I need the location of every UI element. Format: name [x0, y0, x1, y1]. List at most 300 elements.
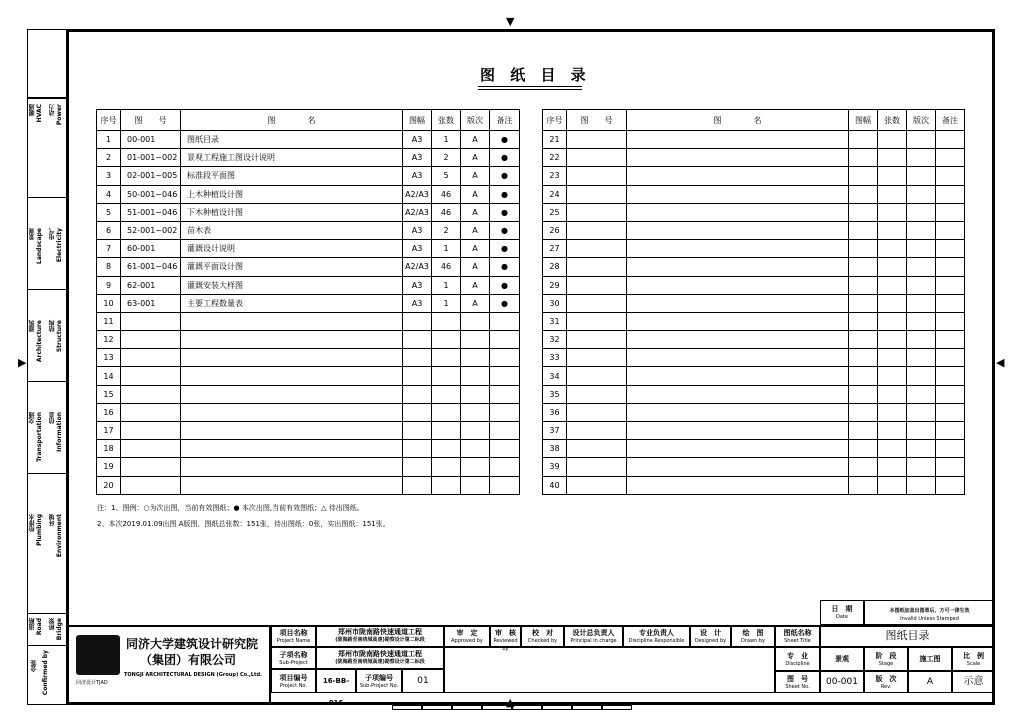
table-row: [543, 185, 965, 203]
project-no-cell: [316, 669, 356, 707]
table-cell: [181, 331, 403, 349]
table-cell: [121, 440, 181, 458]
table-row: [97, 312, 520, 330]
table-cell: [181, 440, 403, 458]
strip-label: HVAC: [36, 104, 43, 123]
strip-label: Road: [36, 618, 43, 636]
table-cell: [181, 422, 403, 440]
table-cell: 版次: [461, 110, 490, 131]
table-cell: 23: [543, 167, 567, 185]
project-name: 郑州市陇南路快速通道工程: [338, 628, 422, 636]
table-row: [97, 149, 520, 167]
table-cell: [849, 203, 878, 221]
table-cell: 62-001: [121, 276, 181, 294]
table-cell: [627, 203, 849, 221]
table-cell: 17: [97, 422, 121, 440]
table-row: [97, 221, 520, 239]
table-cell: 27: [543, 240, 567, 258]
table-cell: 灌溉安装大样图: [181, 276, 403, 294]
table-cell: [461, 385, 490, 403]
table-row: [97, 258, 520, 276]
table-cell: [403, 385, 432, 403]
table-cell: 2: [432, 221, 461, 239]
date-label: 日 期: [831, 605, 853, 613]
tick-box: [422, 705, 452, 710]
table-cell: ●: [490, 131, 520, 149]
table-row: [543, 403, 965, 421]
table-cell: [878, 294, 907, 312]
table-cell: [849, 240, 878, 258]
strip-label: Transportation: [36, 412, 43, 462]
table-cell: [878, 149, 907, 167]
table-cell: 灌溉设计说明: [181, 240, 403, 258]
strip-label: 给排水: [29, 514, 36, 532]
table-row: [543, 221, 965, 239]
table-cell: 46: [432, 203, 461, 221]
company-name-en: TONGJI ARCHITECTURAL DESIGN (Group) Co.,Ltd.: [124, 672, 262, 678]
role-header-cell: [564, 625, 623, 647]
drawing-index-table-left: [96, 109, 520, 495]
role-label: 审 核: [495, 629, 516, 637]
table-cell: [121, 476, 181, 494]
strip-label: 信息: [49, 412, 56, 424]
tick-box: [542, 705, 572, 710]
table-cell: 1: [432, 276, 461, 294]
table-cell: [849, 221, 878, 239]
table-cell: [907, 258, 936, 276]
table-cell: [490, 367, 520, 385]
table-cell: [878, 422, 907, 440]
stage-label: 阶 段: [875, 652, 897, 660]
rev: A: [926, 677, 934, 687]
role-header-cell: [490, 625, 521, 652]
table-cell: [878, 458, 907, 476]
table-cell: 29: [543, 276, 567, 294]
sub-no-label-cell: [356, 669, 402, 693]
table-cell: [878, 185, 907, 203]
table-cell: [849, 167, 878, 185]
tick-box: [572, 705, 602, 710]
table-cell: 1: [432, 294, 461, 312]
sheet-title-label: 图纸名称: [783, 629, 812, 637]
date-label-en: Date: [836, 614, 848, 620]
page-title: 图 纸 目 录: [480, 66, 591, 84]
strip-label: Plumbing: [36, 514, 43, 546]
table-cell: A2/A3: [403, 203, 432, 221]
table-cell: 28: [543, 258, 567, 276]
table-cell: [878, 440, 907, 458]
company-name-cn-2: （集团）有限公司: [140, 653, 237, 667]
table-cell: [849, 294, 878, 312]
table-row: [97, 203, 520, 221]
table-cell: ●: [490, 167, 520, 185]
tick-box: [602, 705, 632, 710]
table-cell: [627, 403, 849, 421]
role-header-cell: [444, 625, 490, 647]
table-cell: [936, 367, 965, 385]
table-cell: [490, 440, 520, 458]
table-cell: ●: [490, 203, 520, 221]
table-cell: [936, 149, 965, 167]
strip-label: Environment: [56, 514, 63, 558]
table-cell: 37: [543, 422, 567, 440]
table-cell: A: [461, 203, 490, 221]
table-cell: ●: [490, 258, 520, 276]
stamp-note: 本图纸加盖出图章后，方可一律生效: [889, 608, 970, 614]
table-cell: [936, 185, 965, 203]
table-row: [97, 476, 520, 494]
sheet-title-label-cell: [775, 625, 820, 647]
discipline: 景观: [835, 655, 849, 663]
table-cell: [567, 440, 627, 458]
table-cell: 2: [432, 149, 461, 167]
project-name-2: (陇海路至南绕城高速)勘察设计第二标段: [335, 637, 425, 643]
table-row: [97, 458, 520, 476]
table-cell: [121, 403, 181, 421]
table-cell: [490, 458, 520, 476]
role-label-en: Drawn by: [741, 638, 765, 644]
strip-label: Bridge: [56, 618, 63, 641]
table-cell: 31: [543, 312, 567, 330]
table-cell: 序号: [543, 110, 567, 131]
sheet-title: 图纸目录: [885, 629, 930, 642]
table-cell: 16: [97, 403, 121, 421]
table-cell: [567, 294, 627, 312]
table-cell: 33: [543, 349, 567, 367]
table-row: [543, 458, 965, 476]
table-cell: [936, 458, 965, 476]
table-cell: [878, 367, 907, 385]
strip-label: Power: [56, 104, 63, 126]
table-cell: 图幅: [403, 110, 432, 131]
table-cell: [181, 458, 403, 476]
role-label-en: Designed by: [694, 638, 727, 644]
table-row: [97, 131, 520, 149]
table-cell: [907, 367, 936, 385]
left-center-arrow-icon: ▶: [18, 356, 27, 369]
table-cell: [878, 258, 907, 276]
table-cell: 1: [97, 131, 121, 149]
table-cell: A3: [403, 167, 432, 185]
table-cell: 备注: [490, 110, 520, 131]
table-cell: [907, 294, 936, 312]
table-cell: [936, 349, 965, 367]
table-cell: ●: [490, 240, 520, 258]
table-cell: 18: [97, 440, 121, 458]
scale-label-en: Scale: [966, 661, 981, 667]
table-row: [97, 422, 520, 440]
table-cell: [121, 385, 181, 403]
table-cell: 张数: [878, 110, 907, 131]
table-row: [543, 476, 965, 494]
table-cell: 4: [97, 185, 121, 203]
discipline-label: 专 业: [787, 652, 808, 660]
table-cell: [849, 403, 878, 421]
table-cell: 51-001~046: [121, 203, 181, 221]
sub-project-label-en: Sub-Project: [279, 660, 308, 666]
table-row: [543, 131, 965, 149]
table-cell: A3: [403, 131, 432, 149]
table-cell: 00-001: [121, 131, 181, 149]
table-cell: 20: [97, 476, 121, 494]
table-cell: [490, 349, 520, 367]
strip-label: 电气: [49, 228, 56, 240]
sheet-no-label-en: Sheet No.: [785, 684, 810, 690]
role-label: 校 对: [532, 629, 553, 637]
table-cell: [936, 422, 965, 440]
table-cell: [403, 367, 432, 385]
table-cell: [849, 258, 878, 276]
table-cell: 图 名: [627, 110, 849, 131]
project-no-label: 项目编号: [279, 674, 308, 682]
table-row: [97, 240, 520, 258]
table-cell: [907, 458, 936, 476]
table-cell: [567, 258, 627, 276]
company-name-cn: 同济大学建筑设计研究院: [126, 637, 259, 651]
table-cell: [403, 422, 432, 440]
strip-label: 交通: [29, 412, 36, 424]
table-cell: [490, 312, 520, 330]
table-cell: [849, 312, 878, 330]
table-cell: [878, 276, 907, 294]
table-cell: 版次: [907, 110, 936, 131]
table-cell: [878, 331, 907, 349]
table-cell: A3: [403, 276, 432, 294]
table-row: [543, 331, 965, 349]
table-cell: 63-001: [121, 294, 181, 312]
table-cell: 图 号: [121, 110, 181, 131]
table-cell: 52-001~002: [121, 221, 181, 239]
table-cell: [627, 422, 849, 440]
table-row: [97, 385, 520, 403]
table-cell: [907, 331, 936, 349]
table-cell: [490, 385, 520, 403]
strip-label: 动力: [49, 104, 56, 116]
strip-label: 道路: [29, 618, 36, 630]
table-cell: [432, 422, 461, 440]
strip-label: 景观: [29, 228, 36, 240]
table-cell: [936, 294, 965, 312]
table-cell: [878, 203, 907, 221]
table-cell: [907, 440, 936, 458]
table-cell: [567, 476, 627, 494]
table-cell: 图幅: [849, 110, 878, 131]
table-cell: [432, 312, 461, 330]
role-label: 审 定: [456, 629, 478, 637]
table-cell: [878, 349, 907, 367]
table-cell: [461, 403, 490, 421]
scale-label: 比 例: [963, 652, 984, 660]
table-cell: [567, 422, 627, 440]
table-cell: 22: [543, 149, 567, 167]
table-cell: [461, 422, 490, 440]
table-cell: [849, 331, 878, 349]
table-cell: [121, 331, 181, 349]
table-cell: [849, 185, 878, 203]
table-cell: [627, 294, 849, 312]
role-label: 设计总负责人: [572, 629, 615, 637]
table-cell: [878, 385, 907, 403]
table-cell: [627, 367, 849, 385]
table-cell: 26: [543, 221, 567, 239]
table-row: [97, 276, 520, 294]
table-cell: A: [461, 258, 490, 276]
table-cell: [181, 403, 403, 421]
table-row: [97, 294, 520, 312]
table-cell: [627, 258, 849, 276]
table-cell: A3: [403, 221, 432, 239]
table-cell: [461, 476, 490, 494]
company-block: [66, 625, 271, 705]
table-cell: A: [461, 185, 490, 203]
table-cell: [907, 221, 936, 239]
strip-label: Architecture: [36, 320, 43, 363]
table-cell: [567, 149, 627, 167]
table-row: [543, 276, 965, 294]
sheet-no: 00-001: [826, 677, 858, 687]
company-logo-caption: 同济设计TJAD: [76, 680, 108, 686]
table-cell: [567, 240, 627, 258]
table-cell: [849, 367, 878, 385]
table-cell: [567, 131, 627, 149]
bottom-center-arrow-icon: ▲: [506, 696, 515, 709]
table-cell: [936, 385, 965, 403]
table-cell: [849, 476, 878, 494]
project-name-cell: [316, 625, 444, 647]
role-header-cell: [623, 625, 690, 647]
table-cell: 图 号: [567, 110, 627, 131]
table-cell: 32: [543, 331, 567, 349]
table-cell: [936, 258, 965, 276]
table-cell: [461, 349, 490, 367]
table-cell: A2/A3: [403, 258, 432, 276]
table-cell: [907, 240, 936, 258]
table-cell: [907, 312, 936, 330]
table-cell: 21: [543, 131, 567, 149]
table-cell: 61-001~046: [121, 258, 181, 276]
table-header-row: [543, 110, 965, 131]
stage-label-en: Stage: [878, 661, 894, 667]
table-cell: A: [461, 131, 490, 149]
table-cell: [461, 458, 490, 476]
table-cell: 50-001~046: [121, 185, 181, 203]
drawing-index-table-right: [542, 109, 965, 495]
table-cell: [907, 131, 936, 149]
table-cell: A2/A3: [403, 185, 432, 203]
table-cell: 上木种植设计图: [181, 185, 403, 203]
table-cell: [907, 167, 936, 185]
table-cell: A3: [403, 149, 432, 167]
role-header-cell: [690, 625, 731, 647]
table-cell: A: [461, 167, 490, 185]
sheet-no-label: 图 号: [787, 675, 808, 683]
project-no-label-cell: [271, 669, 316, 693]
table-cell: [567, 349, 627, 367]
table-cell: [567, 167, 627, 185]
sheet-title-cell: [820, 625, 995, 647]
table-row: [543, 167, 965, 185]
table-cell: 下木种植设计图: [181, 203, 403, 221]
sheet-no-label-cell: [775, 671, 820, 693]
stage-cell: [908, 647, 952, 671]
table-cell: [878, 221, 907, 239]
table-row: [97, 167, 520, 185]
stage-label-cell: [864, 647, 908, 671]
role-label-en: Approved by: [451, 638, 483, 644]
table-cell: A: [461, 294, 490, 312]
table-cell: 15: [97, 385, 121, 403]
table-cell: 46: [432, 258, 461, 276]
table-cell: 10: [97, 294, 121, 312]
table-cell: 11: [97, 312, 121, 330]
table-cell: 序号: [97, 110, 121, 131]
table-cell: [490, 422, 520, 440]
table-row: [97, 440, 520, 458]
tick-box: [452, 705, 482, 710]
table-cell: [907, 385, 936, 403]
table-cell: [432, 403, 461, 421]
sub-project-label: 子项名称: [279, 651, 308, 659]
table-cell: [936, 240, 965, 258]
sub-no-cell: [402, 669, 444, 693]
stage: 施工图: [919, 655, 941, 663]
table-cell: [907, 276, 936, 294]
table-cell: 苗木表: [181, 221, 403, 239]
table-cell: [878, 240, 907, 258]
table-cell: [432, 458, 461, 476]
table-cell: [936, 476, 965, 494]
table-cell: [121, 349, 181, 367]
rev-label-en: Rev.: [880, 684, 892, 690]
table-cell: [627, 349, 849, 367]
date-label-cell: [820, 600, 864, 625]
sub-project-name-2: (陇海路至南绕城高速)勘察设计第二标段: [335, 659, 425, 665]
rev-label: 版 次: [875, 675, 897, 683]
table-cell: [936, 331, 965, 349]
tick-box: [512, 705, 542, 710]
table-cell: [907, 476, 936, 494]
table-cell: 备注: [936, 110, 965, 131]
table-cell: 主要工程数量表: [181, 294, 403, 312]
table-cell: 39: [543, 458, 567, 476]
role-label-en: Principal in charge: [570, 638, 617, 644]
table-cell: [849, 385, 878, 403]
table-cell: A: [461, 149, 490, 167]
table-cell: [403, 476, 432, 494]
right-center-arrow-icon: ◀: [996, 356, 1005, 369]
discipline-label-cell: [775, 647, 820, 671]
table-cell: 3: [97, 167, 121, 185]
table-cell: [567, 367, 627, 385]
discipline-label-en: Discipline: [785, 661, 810, 667]
table-cell: [627, 149, 849, 167]
company-logo-icon: [76, 635, 120, 675]
table-cell: [627, 185, 849, 203]
table-row: [543, 149, 965, 167]
scale: 示意: [963, 676, 984, 687]
table-row: [97, 367, 520, 385]
table-cell: [849, 276, 878, 294]
table-cell: [181, 385, 403, 403]
table-cell: [627, 312, 849, 330]
table-cell: [936, 167, 965, 185]
project-name-label-en: Project Name: [276, 638, 311, 644]
table-row: [97, 349, 520, 367]
table-cell: 5: [432, 167, 461, 185]
role-label-en: Checked by: [527, 638, 558, 644]
table-cell: [936, 131, 965, 149]
table-cell: 图 名: [181, 110, 403, 131]
